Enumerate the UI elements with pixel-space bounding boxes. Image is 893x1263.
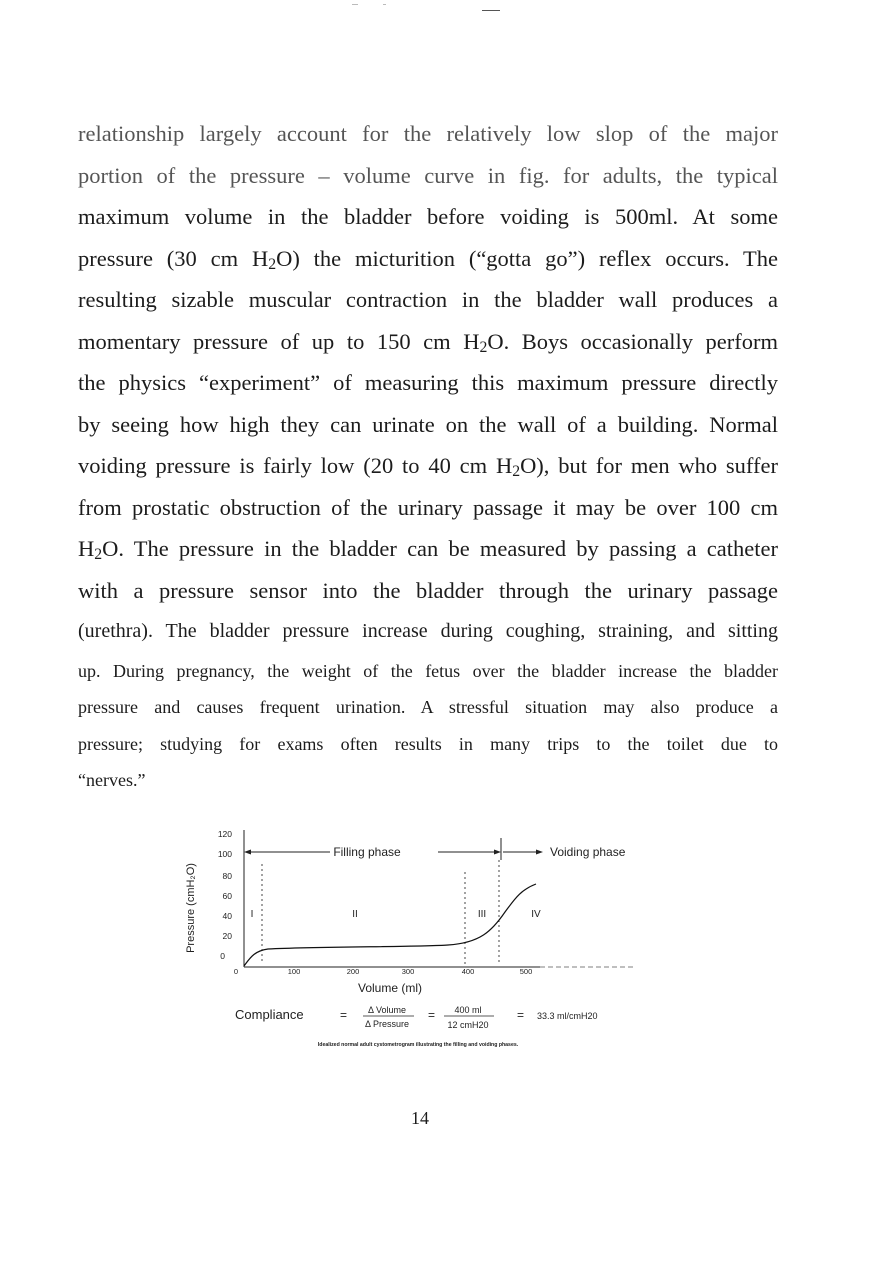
paragraph-line: (urethra). The bladder pressure increase during coughing, straining, and sitting [78, 620, 778, 642]
scan-mark [383, 4, 386, 5]
x-tick-label: 100 [287, 967, 301, 976]
filling-phase-label: Filling phase [333, 845, 401, 859]
y-tick-label: 80 [222, 871, 232, 881]
paragraph-line: up. During pregnancy, the weight of the fetus over the bladder increase the bladder [78, 660, 778, 681]
paragraph-line: “nerves.” [78, 770, 146, 790]
cystometrogram-figure [180, 820, 660, 1150]
paragraph-line: pressure and causes frequent urination. A stressful situation may also produce a [78, 697, 778, 717]
paragraph-line: with a pressure sensor into the bladder through the urinary passage [78, 577, 778, 603]
scan-mark [352, 4, 358, 5]
cystometrogram-chart [180, 820, 660, 1150]
delta-volume: Δ Volume [367, 1005, 407, 1015]
y-tick-label: 0 [220, 951, 225, 961]
phase-label-ii: II [352, 909, 358, 920]
equals-sign: = [428, 1008, 436, 1022]
paragraph-line: resulting sizable muscular contraction in the bladder wall produces a [78, 287, 778, 312]
equals-sign: = [340, 1008, 348, 1022]
compliance-result: 33.3 ml/cmH20 [537, 1011, 598, 1021]
paragraph-line [78, 321, 778, 363]
voiding-phase-label: Voiding phase [550, 845, 626, 859]
figure-caption: Idealized normal adult cystometrogram illustrating the filling and voiding phases. [317, 1042, 519, 1048]
subscript: 2 [512, 463, 521, 481]
line-text: pressure (30 cm H [78, 245, 269, 271]
y-tick-label: 120 [217, 829, 232, 839]
paragraph-line [78, 528, 778, 570]
paragraph-line: portion of the pressure – volume curve in fig. for adults, the typical [78, 162, 778, 188]
paragraph-line [78, 238, 778, 280]
line-text: O) the micturition (“gotta go”) reflex occurs. The [276, 245, 779, 271]
subscript: 2 [94, 546, 103, 564]
paragraph-line [78, 445, 778, 487]
paragraph-line: maximum volume in the bladder before voiding is 500ml. At some [78, 204, 778, 229]
x-tick-label: 0 [233, 967, 239, 976]
phase-label-iii: III [477, 909, 487, 920]
x-tick-label: 200 [346, 967, 360, 976]
page-number: 14 [411, 1108, 429, 1128]
pressure-volume-curve [244, 884, 536, 966]
subscript: 2 [268, 255, 277, 273]
body-paragraph [78, 113, 778, 799]
arrowhead-right-icon [536, 850, 543, 855]
paragraph-line: relationship largely account for the relatively low slop of the major [78, 121, 778, 146]
y-tick-label: 20 [222, 931, 232, 941]
paragraph-line: from prostatic obstruction of the urinary passage it may be over 100 cm [78, 494, 778, 520]
y-tick-label: 100 [217, 849, 232, 859]
line-text: momentary pressure of up to 150 cm H [78, 328, 480, 354]
x-tick-label: 500 [519, 967, 533, 976]
scan-mark [482, 10, 500, 11]
line-text: O. Boys occasionally perform [487, 328, 779, 354]
x-axis-label: Volume (ml) [357, 981, 423, 995]
y-tick-label: 40 [222, 911, 232, 921]
y-axis-label: Pressure (cmH₂O) [185, 863, 197, 953]
paragraph-line: the physics “experiment” of measuring this maximum pressure directly [78, 370, 778, 395]
line-text: H [78, 536, 95, 561]
x-tick-label: 300 [401, 967, 415, 976]
subscript: 2 [479, 338, 488, 356]
compliance-label: Compliance [235, 1007, 304, 1022]
line-text: O. The pressure in the bladder can be measured by passing a catheter [102, 536, 778, 561]
y-tick-label: 60 [222, 891, 232, 901]
line-text: O), but for men who suffer [520, 453, 778, 478]
phase-label-iv: IV [531, 909, 541, 920]
line-text: voiding pressure is fairly low (20 to 40 cm H [78, 453, 513, 478]
phase-label-i: I [250, 909, 254, 920]
delta-pressure: Δ Pressure [364, 1019, 410, 1029]
compliance-numerator: 400 ml [454, 1005, 482, 1015]
equals-sign: = [517, 1008, 525, 1022]
arrowhead-left-icon [244, 850, 251, 855]
paragraph-line: by seeing how high they can urinate on the wall of a building. Normal [78, 411, 778, 437]
x-tick-label: 400 [461, 967, 475, 976]
compliance-denominator: 12 cmH20 [447, 1020, 489, 1030]
paragraph-line: pressure; studying for exams often results in many trips to the toilet due to [78, 733, 778, 754]
arrowhead-right-icon [494, 850, 501, 855]
